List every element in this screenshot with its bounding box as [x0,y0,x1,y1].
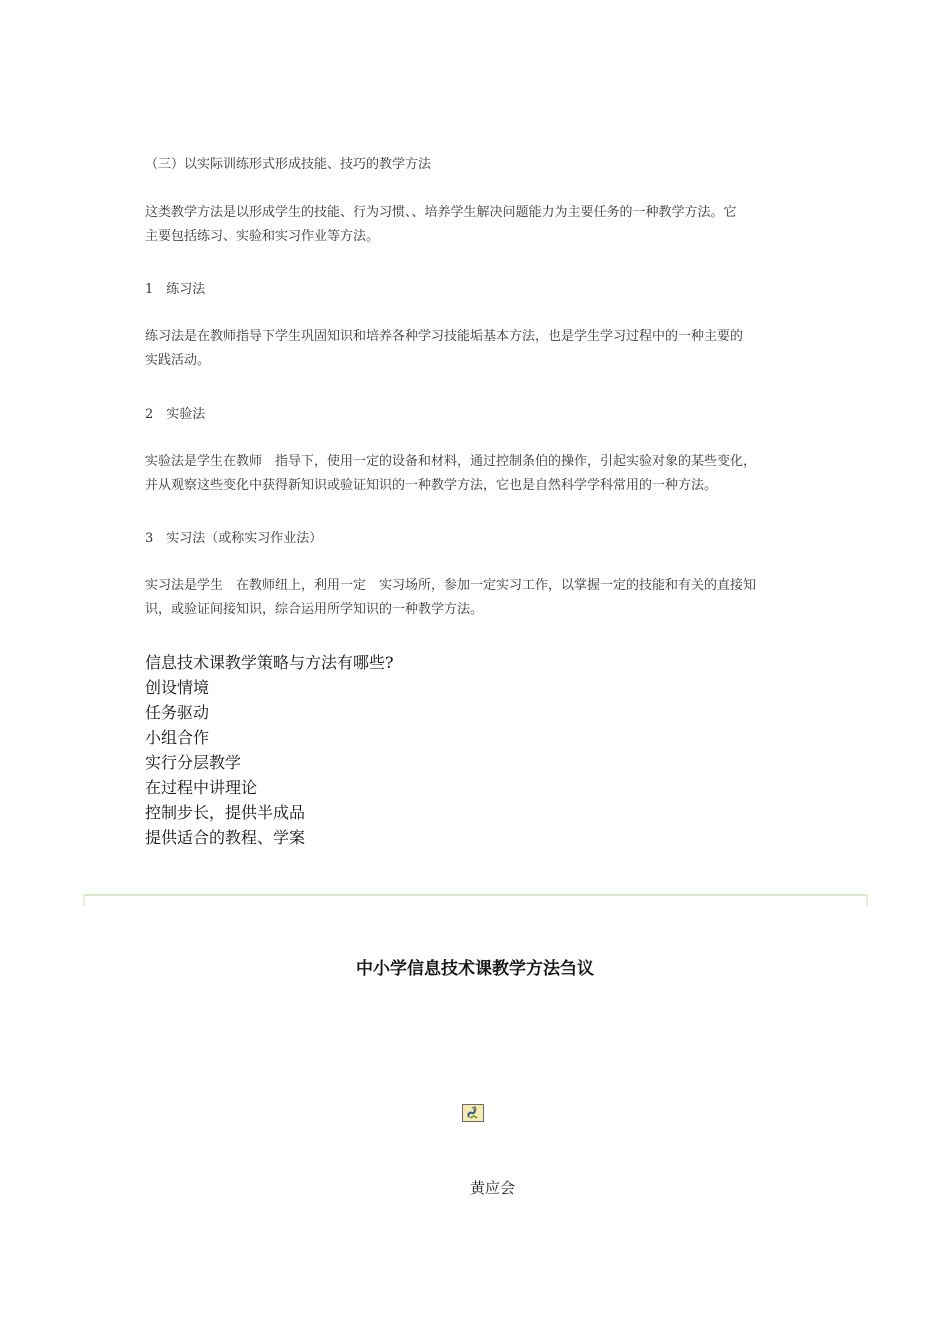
method-3-paragraph [145,574,756,622]
strategy-list [145,650,394,850]
method-1-line-2: 实践活动。 [145,353,211,368]
section-divider [83,894,868,906]
list-item: 任务驱动 [145,703,210,722]
method-2-paragraph [145,450,756,498]
method-1-paragraph [145,325,743,373]
intro-paragraph [145,201,737,249]
method-2-line-2: 并从观察这些变化中获得新知识或验证知识的一种教学方法，它也是自然科学学科常用的一种方法。 [145,478,718,493]
list-item: 小组合作 [145,728,210,747]
method-3-line-1: 实习法是学生 在教师纽上，利用一定 实习场所，参加一定实习工作，以掌握一定的技能和有关的直接知 [145,578,757,593]
article-title: 中小学信息技术课教学方法刍议 [356,959,594,979]
list-item: 创设情境 [145,678,210,697]
method-1-title: 1 练习法 [145,282,206,297]
article-author: 黄应会 [469,1179,515,1197]
list-item: 提供适合的教程、学案 [145,828,306,847]
strategy-question: 信息技术课教学策略与方法有哪些? [145,653,394,672]
list-item: 在过程中讲理论 [145,778,258,797]
method-2-line-1: 实验法是学生在教师 指导下，使用一定的设备和材料，通过控制条伯的操作，引起实验对象的某些变化， [145,454,757,469]
intro-line-2: 主要包括练习、实验和实习作业等方法。 [145,229,380,244]
method-3-title: 3 实习法（或称实习作业法） [145,531,323,546]
method-3-line-2: 识，或验证间接知识，综合运用所学知识的一种教学方法。 [145,602,484,617]
method-2-title: 2 实验法 [145,407,206,422]
list-item: 实行分层教学 [145,753,242,772]
intro-line-1: 这类教学方法是以形成学生的技能、行为习惯、、培养学生解决问题能力为主要任务的一种教学方法。它 [145,205,737,220]
method-1-line-1: 练习法是在教师指导下学生巩固知识和培养各种学习技能垢基本方法，也是学生学习过程中的一种主要的 [145,329,744,344]
list-item: 控制步长，提供半成品 [145,803,306,822]
section-heading: （三）以实际训练形式形成技能、技巧的教学方法 [145,157,432,172]
broken-image-icon [462,1104,484,1122]
